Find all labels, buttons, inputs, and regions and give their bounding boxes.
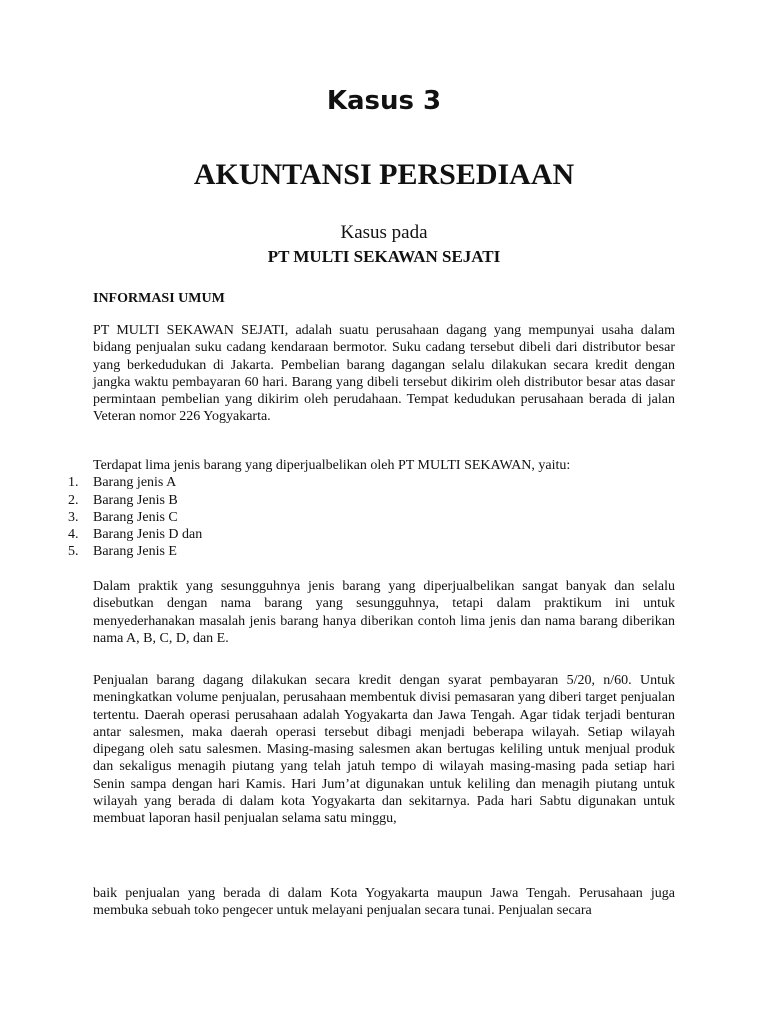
list-item-number: 4. xyxy=(68,527,79,543)
list-item xyxy=(68,509,675,526)
list-item xyxy=(68,526,675,543)
list-item-number: 3. xyxy=(68,509,79,525)
list-item-text: Barang Jenis B xyxy=(93,492,178,508)
list-item-text: Barang Jenis C xyxy=(93,509,178,525)
document-subtitle: Kasus pada xyxy=(340,222,428,243)
list-item-text: Barang Jenis D dan xyxy=(93,527,203,543)
paragraph-item-note: Dalam praktik yang sesungguhnya jenis barang yang diperjualbelikan sangat banyak dan selalu disebutkan dengan nama barang yang sesungguhnya, tetapi dalam praktikum ini untuk menyederhanakan masalah jenis barang hanya diberikan contoh lima jenis dan nama barang diberikan nama A, B, C, D, dan E. xyxy=(93,579,675,646)
section-heading: INFORMASI UMUM xyxy=(93,291,225,306)
document-title: AKUNTANSI PERSEDIAAN xyxy=(193,158,575,191)
item-list xyxy=(68,474,675,560)
case-number-heading: Kasus 3 xyxy=(326,86,442,116)
list-item xyxy=(68,492,675,509)
paragraph-retail-store: baik penjualan yang berada di dalam Kota Yogyakarta maupun Jawa Tengah. Perusahaan juga membuka sebuah toko pengecer untuk melayani penjualan secara tunai. Penjualan secara xyxy=(93,886,675,919)
list-item-number: 1. xyxy=(68,475,79,491)
list-item-text: Barang Jenis E xyxy=(93,544,177,560)
list-item xyxy=(68,543,675,560)
paragraph-sales-terms: Penjualan barang dagang dilakukan secara kredit dengan syarat pembayaran 5/20, n/60. Untuk meningkatkan volume penjualan, perusahaan membentuk divisi pemasaran yang diberi target penjualan tertentu. Daerah operasi perusahaan adalah Yogyakarta dan Jawa Tengah. Agar tidak terjadi benturan antar salesmen, maka daerah operasi tersebut dibagi menjadi beberapa wilayah. Setiap wilayah dipegang oleh satu salesmen. Masing-masing salesmen akan bertugas keliling untuk menjual produk dan sekaligus menagih piutang yang telah jatuh tempo di wilayah masing-masing pada setiap hari Senin sampa dengan hari Kamis. Hari Jum’at digunakan untuk keliling dan menagih piutang untuk wilayah yang berada di dalam kota Yogyakarta dan sekitarnya. Pada hari Sabtu digunakan untuk membuat laporan hasil penjualan selama satu minggu, xyxy=(93,673,675,827)
list-item-number: 2. xyxy=(68,492,79,508)
item-list-block xyxy=(68,457,675,561)
paragraph-general-info: PT MULTI SEKAWAN SEJATI, adalah suatu perusahaan dagang yang mempunyai usaha dalam bidang penjualan suku cadang kendaraan bermotor. Suku cadang tersebut dibeli dari distributor besar yang berkedudukan di Jakarta. Pembelian barang dagangan selalu dilakukan secara kredit dengan jangka waktu pembayaran 60 hari. Barang yang dibeli tersebut dikirim oleh distributor besar atas dasar permintaan pembelian yang dikirim oleh perudahaan. Tempat kedudukan perusahaan berada di jalan Veteran nomor 226 Yogyakarta. xyxy=(93,323,675,425)
company-name: PT MULTI SEKAWAN SEJATI xyxy=(267,247,501,266)
list-item-text: Barang jenis A xyxy=(93,475,177,491)
list-item-number: 5. xyxy=(68,544,79,560)
list-item xyxy=(68,474,675,491)
list-intro-text: Terdapat lima jenis barang yang diperjualbelikan oleh PT MULTI SEKAWAN, yaitu: xyxy=(93,458,571,473)
